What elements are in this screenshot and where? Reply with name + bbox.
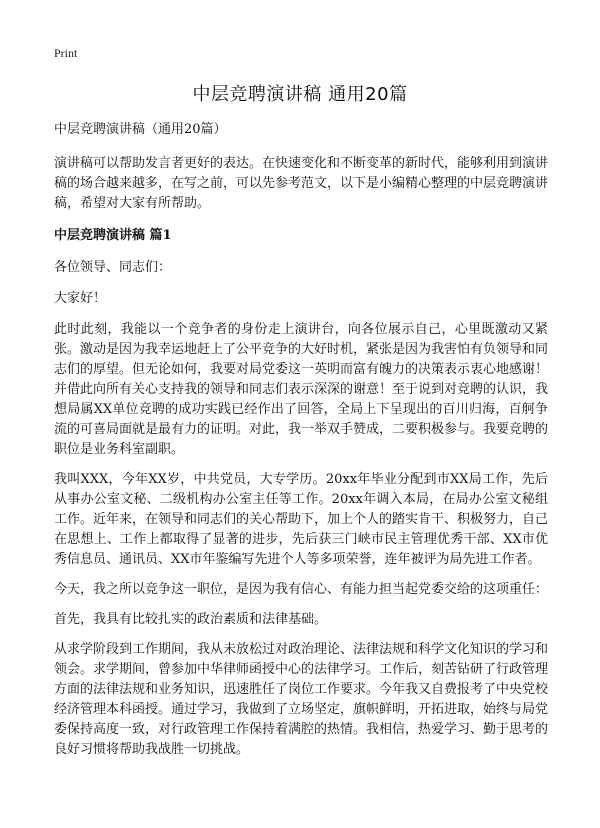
article-body [54,120,548,770]
salutation: 各位领导、同志们： [54,260,172,275]
print-link[interactable]: Print [54,46,78,60]
body-paragraph: 我叫XXX，今年XX岁，中共党员，大专学历。20xx年毕业分配到市XX局工作，先后从事办公室文秘、二级机构办公室主任等工作。20xx年调入本局，在局办公室文秘组工作。近年来，在领导和同志们的关心帮助下，加上个人的踏实肯干、积极努力，自己在思想上、工作上都取得了显著的进步，先后获三门峡市民主管理优秀干部、XX市优秀信息员、通讯员、XX市年鉴编写先进个人等多项荣誉，连年被评为局先进工作者。 [54,472,549,567]
intro-paragraph: 演讲稿可以帮助发言者更好的表达。在快速变化和不断变革的新时代，能够利用到演讲稿的场合越来越多，在写之前，可以先参考范文，以下是小编精心整理的中层竞聘演讲稿，希望对大家有所帮助。 [54,156,549,211]
body-paragraph: 首先，我具有比较扎实的政治素质和法律基础。 [54,612,328,627]
body-paragraph: 从求学阶段到工作期间，我从未放松过对政治理论、法律法规和科学文化知识的学习和领会。求学期间，曾参加中华律师函授中心的法律学习。工作后，刻苦钻研了行政管理方面的法律法规和业务知识，迅速胜任了岗位工作要求。今年我又自费报考了中央党校经济管理本科函授。通过学习，我做到了立场坚定，旗帜鲜明，开拓进取，始终与局党委保持高度一致，对行政管理工作保持着满腔的热情。我相信，热爱学习、勤于思考的良好习惯将帮助我战胜一切挑战。 [54,642,549,757]
section-heading: 中层竞聘演讲稿 篇1 [54,228,172,243]
greeting: 大家好！ [54,291,107,306]
article-subtitle: 中层竞聘演讲稿（通用20篇） [54,122,227,137]
page-title: 中层竞聘演讲稿 通用20篇 [192,84,408,105]
body-paragraph: 今天，我之所以竞争这一职位，是因为我有信心、有能力担当起党委交给的这项重任： [54,582,549,597]
body-paragraph: 此时此刻，我能以一个竞争者的身份走上演讲台，向各位展示自己，心里既激动又紧张。激动是因为我幸运地赶上了公平竞争的大好时机，紧张是因为我害怕有负领导和同志们的厚望。但无论如何，我要对局党委这一英明而富有魄力的决策表示衷心地感谢！并借此向所有关心支持我的领导和同志们表示深深的谢意！至于说到对竞聘的认识，我想局属XX单位竞聘的成功实践已经作出了回答，全局上下呈现出的百川归海，百舸争流的可喜局面就是最有力的证明。对此，我一举双手赞成，二要积极参与。我要竞聘的职位是业务科室副职。 [54,322,549,457]
